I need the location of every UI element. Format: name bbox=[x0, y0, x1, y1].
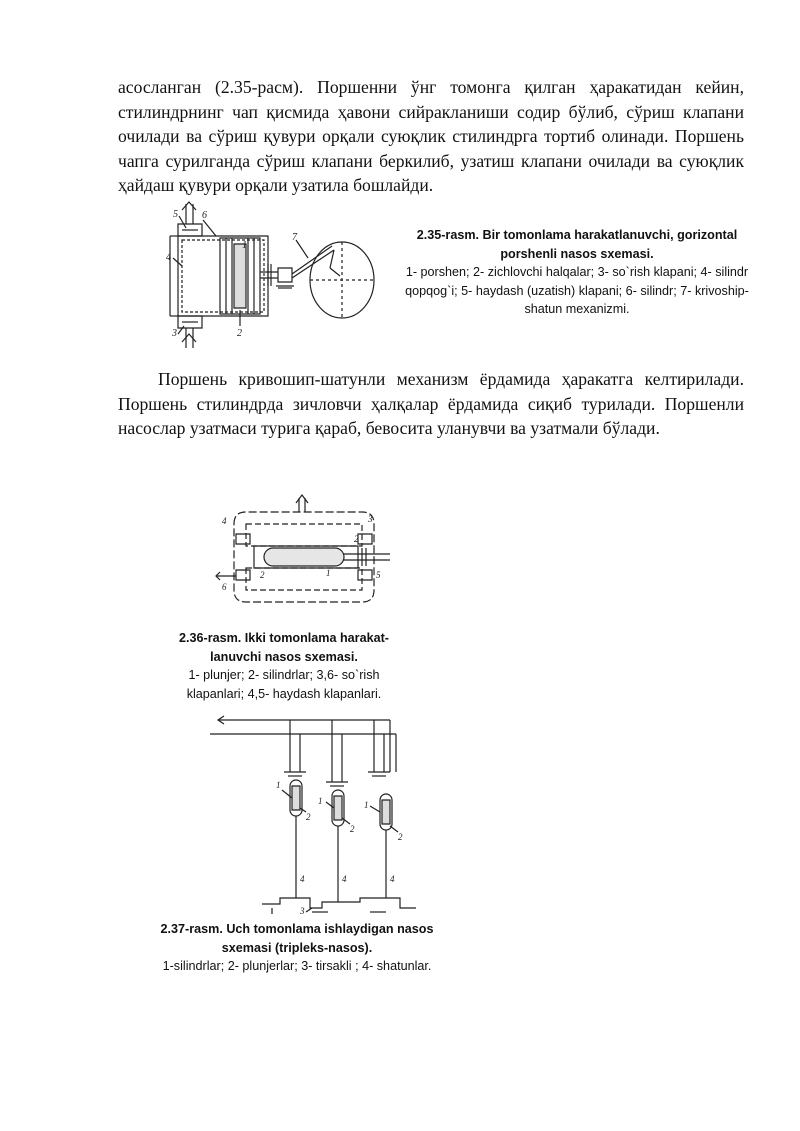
figure-2-36-diagram bbox=[214, 494, 394, 620]
figure-label: 4 bbox=[222, 516, 227, 526]
figure-label: 4 bbox=[390, 874, 395, 884]
figure-caption-text: 1- porshen; 2- zichlovchi halqalar; 3- so`rish klapani; 4- silindr qopqog`i; 5- haydash (uzatish) klapani; 6- silindr; 7- krivoship-shatun mexanizmi. bbox=[405, 265, 749, 316]
figure-label: 2 bbox=[398, 832, 403, 842]
figure-label: 7 bbox=[292, 232, 297, 243]
figure-label: 3 bbox=[368, 514, 373, 524]
figure-label: 6 bbox=[202, 210, 207, 221]
figure-caption bbox=[388, 226, 766, 319]
figure-2-35-diagram bbox=[160, 202, 380, 352]
body-paragraph: асосланган (2.35-расм). Поршенни ўнг томонга қилган ҳаракатидан кейин, стилиндрнинг чап қисмида ҳавони сийракланиши содир бўлиб, сўриш клапани очилади ва сўриш қувури орқали суюқлик стилиндрга тортиб олинади. Поршень чапга сурилганда сўриш клапани беркилиб, узатиш клапани очилади ва суюқлик ҳайдаш қувури орқали узатила бошлайди. bbox=[118, 77, 744, 195]
figure-label: 1 bbox=[242, 240, 247, 251]
figure-caption-title: 2.35-rasm. Bir tomonlama harakatlanuvchi, gorizontal porshenli nasos sxemasi. bbox=[416, 228, 738, 261]
figure-label: 2 bbox=[237, 328, 242, 339]
figure-label: 4 bbox=[342, 874, 347, 884]
figure-caption-text: 1-silindrlar; 2- plunjerlar; 3- tirsakli ; 4- shatunlar. bbox=[162, 959, 432, 973]
body-paragraph: Поршень кривошип-шатунли механизм ёрдамида ҳаракатга келтирилади. Поршень стилиндрда зичловчи ҳалқалар ёрдамида сиқиб турилади. Поршенли насослар узатмаси турига қараб, бевосита уланувчи ва узатмали бўлади. bbox=[118, 369, 744, 438]
figure-label: 2 bbox=[354, 534, 359, 544]
figure-caption bbox=[162, 629, 406, 703]
figure-label: 1 bbox=[326, 568, 331, 578]
figure-2-37-diagram bbox=[210, 712, 420, 917]
figure-label: 6 bbox=[222, 582, 227, 592]
figure-caption-title: 2.37-rasm. Uch tomonlama ishlaydigan nasos sxemasi (tripleks-nasos). bbox=[160, 922, 434, 955]
figure-label: 5 bbox=[376, 570, 381, 580]
figure-label: 2 bbox=[260, 570, 265, 580]
figure-label: 2 bbox=[350, 824, 355, 834]
figure-caption bbox=[138, 920, 456, 976]
figure-label: 4 bbox=[300, 874, 305, 884]
figure-label: 3 bbox=[172, 328, 177, 339]
figure-caption-text: 1- plunjer; 2- silindrlar; 3,6- so`rish klapanlari; 4,5- haydash klapanlari. bbox=[186, 668, 382, 701]
figure-caption-title: 2.36-rasm. Ikki tomonlama harakat-lanuvchi nasos sxemasi. bbox=[179, 631, 389, 664]
figure-label: 1 bbox=[276, 780, 281, 790]
figure-label: 2 bbox=[306, 812, 311, 822]
figure-label: 1 bbox=[364, 800, 369, 810]
figure-label: 3 bbox=[300, 906, 305, 916]
figure-label: 4 bbox=[166, 252, 171, 263]
figure-label: 5 bbox=[173, 209, 178, 220]
figure-label: 1 bbox=[318, 796, 323, 806]
